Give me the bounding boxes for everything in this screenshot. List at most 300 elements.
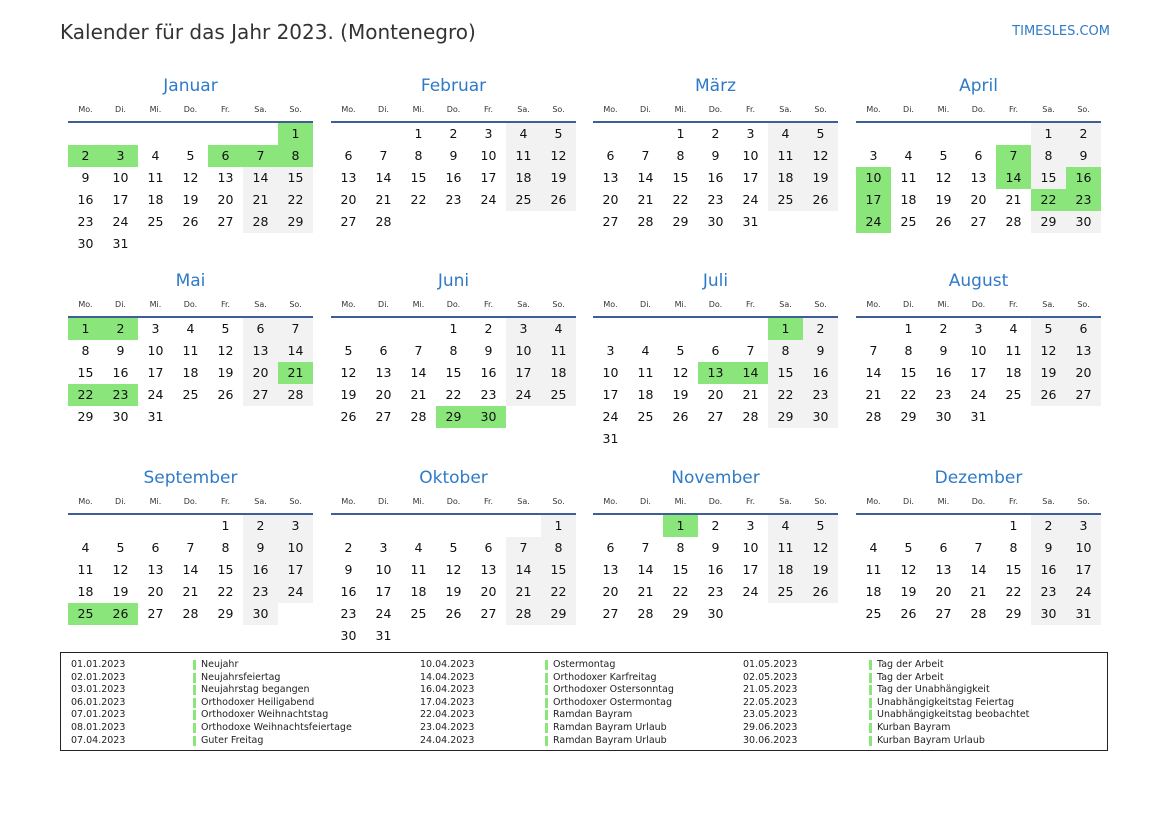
day-cell: 7	[746, 343, 755, 358]
day-cell: 16	[707, 562, 724, 577]
holiday-day: 1	[768, 318, 803, 340]
day-cell: 19	[217, 365, 234, 380]
day-cell: 2	[939, 321, 948, 336]
month-6	[331, 272, 576, 428]
day-cell: 24	[480, 192, 497, 207]
day-cell: 12	[1031, 340, 1066, 362]
day-cell: 29	[217, 606, 234, 621]
day-cell: 20	[480, 584, 497, 599]
day-cell: 14	[637, 170, 654, 185]
day-cell: 25	[182, 387, 199, 402]
day-cell: 17	[278, 559, 313, 581]
empty-cell	[996, 123, 1031, 145]
month-10	[331, 469, 576, 647]
day-cell: 22	[278, 189, 313, 211]
weekday-label: Do.	[183, 497, 198, 506]
holiday-day: 23	[1066, 189, 1101, 211]
day-cell: 28	[278, 384, 313, 406]
day-cell: 27	[217, 214, 234, 229]
day-cell: 8	[768, 340, 803, 362]
day-cell: 23	[340, 606, 357, 621]
month-name: Mai	[175, 271, 206, 291]
holiday-day: 22	[1031, 189, 1066, 211]
day-grid	[593, 515, 838, 625]
weekday-label: Sa.	[517, 105, 530, 114]
day-cell: 13	[340, 170, 357, 185]
holiday-day: 22	[68, 384, 103, 406]
weekday-label: Mo.	[78, 497, 93, 506]
legend-name: Kurban Bayram	[877, 721, 951, 733]
holiday-day: 1	[663, 515, 698, 537]
weekday-label: Sa.	[779, 497, 792, 506]
day-cell: 22	[445, 387, 462, 402]
day-cell: 26	[340, 409, 357, 424]
month-name: Juni	[437, 271, 470, 291]
weekday-label: Di.	[115, 300, 126, 309]
day-cell: 10	[375, 562, 392, 577]
legend-name: Orthodoxer Ostermontag	[553, 696, 672, 708]
day-cell: 14	[243, 167, 278, 189]
day-cell: 14	[637, 562, 654, 577]
day-cell: 13	[1066, 340, 1101, 362]
weekday-header	[331, 491, 576, 515]
day-cell: 24	[112, 214, 129, 229]
day-cell: 1	[1009, 518, 1018, 533]
day-cell: 29	[1031, 211, 1066, 233]
day-cell: 27	[340, 214, 357, 229]
day-cell: 6	[379, 343, 388, 358]
day-cell: 13	[243, 340, 278, 362]
day-cell: 23	[77, 214, 94, 229]
holiday-day: 30	[471, 406, 506, 428]
day-cell: 26	[445, 606, 462, 621]
weekday-label: Fr.	[220, 300, 231, 309]
month-name: April	[959, 76, 998, 96]
weekday-label: So.	[814, 105, 827, 114]
weekday-header	[856, 294, 1101, 318]
day-cell: 3	[746, 126, 755, 141]
day-cell: 11	[541, 340, 576, 362]
day-cell: 15	[1031, 167, 1066, 189]
legend-name: Tag der Arbeit	[877, 659, 944, 670]
day-cell: 7	[641, 148, 650, 163]
day-cell: 21	[410, 387, 427, 402]
day-cell: 26	[803, 189, 838, 211]
day-cell: 16	[243, 559, 278, 581]
day-cell: 11	[768, 145, 803, 167]
day-cell: 12	[445, 562, 462, 577]
day-grid	[68, 515, 313, 625]
day-cell: 7	[414, 343, 423, 358]
holiday-day: 26	[103, 603, 138, 625]
day-cell: 1	[541, 515, 576, 537]
day-cell: 23	[803, 384, 838, 406]
legend-item	[61, 722, 1101, 735]
day-cell: 4	[506, 123, 541, 145]
day-cell: 28	[506, 603, 541, 625]
weekday-label: So.	[552, 105, 565, 114]
day-cell: 18	[506, 167, 541, 189]
day-cell: 22	[1005, 584, 1022, 599]
weekday-label: Mi.	[412, 105, 425, 114]
legend-marker	[869, 710, 872, 720]
day-cell: 12	[541, 145, 576, 167]
weekday-label: Mi.	[412, 300, 425, 309]
day-cell: 24	[602, 409, 619, 424]
day-cell: 25	[637, 409, 654, 424]
weekday-label: Di.	[903, 497, 914, 506]
day-cell: 15	[541, 559, 576, 581]
day-cell: 22	[410, 192, 427, 207]
day-cell: 17	[506, 362, 541, 384]
month-12	[856, 469, 1101, 625]
weekday-label: Sa.	[779, 300, 792, 309]
legend-item	[61, 709, 1101, 722]
day-cell: 9	[1066, 145, 1101, 167]
day-cell: 21	[865, 387, 882, 402]
month-2	[331, 77, 576, 233]
day-cell: 20	[217, 192, 234, 207]
day-cell: 13	[375, 365, 392, 380]
day-cell: 8	[541, 537, 576, 559]
weekday-header	[68, 491, 313, 515]
weekday-label: So.	[814, 300, 827, 309]
day-cell: 30	[112, 409, 129, 424]
day-cell: 15	[410, 170, 427, 185]
day-cell: 23	[707, 584, 724, 599]
day-cell: 12	[803, 537, 838, 559]
day-cell: 30	[1031, 603, 1066, 625]
month-name: November	[671, 468, 760, 488]
weekday-label: Mo.	[341, 497, 356, 506]
day-cell: 24	[506, 384, 541, 406]
legend-marker	[869, 736, 872, 746]
day-cell: 28	[637, 606, 654, 621]
legend-name: Guter Freitag	[201, 734, 264, 746]
weekday-label: Di.	[903, 105, 914, 114]
day-cell: 19	[112, 584, 129, 599]
day-cell: 21	[243, 189, 278, 211]
day-cell: 25	[541, 384, 576, 406]
day-cell: 6	[606, 148, 615, 163]
day-cell: 25	[865, 606, 882, 621]
page-title: Kalender für das Jahr 2023. (Montenegro)	[60, 20, 476, 44]
legend-date: 21.05.2023	[743, 684, 798, 696]
day-cell: 16	[112, 365, 129, 380]
legend-date: 06.01.2023	[71, 696, 126, 708]
holiday-day: 21	[278, 362, 313, 384]
day-cell: 13	[217, 170, 234, 185]
day-cell: 23	[935, 387, 952, 402]
day-cell: 20	[970, 192, 987, 207]
legend-date: 29.06.2023	[743, 721, 798, 733]
weekday-label: Do.	[971, 105, 986, 114]
day-cell: 22	[900, 387, 917, 402]
day-cell: 29	[1005, 606, 1022, 621]
day-cell: 11	[865, 562, 882, 577]
day-cell: 10	[1066, 537, 1101, 559]
day-cell: 3	[869, 148, 878, 163]
day-grid	[331, 515, 576, 647]
day-cell: 15	[900, 365, 917, 380]
holiday-day: 25	[68, 603, 103, 625]
day-cell: 19	[1031, 362, 1066, 384]
legend-name: Orthodoxe Weihnachtsfeiertage	[201, 721, 352, 733]
day-cell: 1	[414, 126, 423, 141]
day-cell: 12	[112, 562, 129, 577]
legend-date: 08.01.2023	[71, 721, 126, 733]
weekday-label: Do.	[446, 497, 461, 506]
day-cell: 20	[1066, 362, 1101, 384]
day-cell: 20	[375, 387, 392, 402]
day-cell: 13	[602, 170, 619, 185]
legend-name: Orthodoxer Weihnachtstag	[201, 709, 329, 721]
weekday-label: So.	[1077, 105, 1090, 114]
empty-cell	[961, 515, 996, 537]
day-cell: 1	[449, 321, 458, 336]
day-cell: 2	[711, 126, 720, 141]
day-cell: 17	[742, 170, 759, 185]
day-cell: 26	[182, 214, 199, 229]
day-cell: 11	[182, 343, 199, 358]
day-cell: 5	[449, 540, 458, 555]
day-cell: 12	[340, 365, 357, 380]
empty-cell	[593, 123, 628, 145]
empty-cell	[401, 318, 436, 340]
day-cell: 22	[541, 581, 576, 603]
weekday-header	[331, 294, 576, 318]
day-cell: 3	[1066, 515, 1101, 537]
day-cell: 15	[445, 365, 462, 380]
day-cell: 21	[637, 192, 654, 207]
day-cell: 2	[484, 321, 493, 336]
day-cell: 13	[935, 562, 952, 577]
month-name: August	[948, 271, 1009, 291]
day-cell: 25	[1005, 387, 1022, 402]
weekday-label: Mi.	[149, 300, 162, 309]
weekday-label: Mo.	[78, 105, 93, 114]
brand-link[interactable]: TIMESLES.COM	[1012, 24, 1110, 39]
holiday-day: 29	[436, 406, 471, 428]
weekday-label: Mi.	[674, 497, 687, 506]
weekday-label: Sa.	[1042, 300, 1055, 309]
weekday-label: Do.	[183, 300, 198, 309]
day-cell: 6	[1066, 318, 1101, 340]
day-grid	[856, 123, 1101, 233]
day-cell: 11	[410, 562, 427, 577]
month-name: Juli	[702, 271, 729, 291]
day-cell: 29	[672, 214, 689, 229]
empty-cell	[366, 318, 401, 340]
day-cell: 9	[449, 148, 458, 163]
weekday-header	[856, 491, 1101, 515]
weekday-label: Di.	[378, 105, 389, 114]
legend-date: 24.04.2023	[420, 734, 475, 746]
day-cell: 15	[1005, 562, 1022, 577]
weekday-label: Mi.	[937, 300, 950, 309]
day-cell: 3	[606, 343, 615, 358]
day-cell: 21	[637, 584, 654, 599]
holiday-legend	[60, 652, 1108, 751]
legend-date: 30.06.2023	[743, 734, 798, 746]
legend-date: 02.05.2023	[743, 671, 798, 683]
day-cell: 20	[243, 362, 278, 384]
empty-cell	[628, 515, 663, 537]
legend-name: Kurban Bayram Urlaub	[877, 734, 985, 746]
day-cell: 10	[480, 148, 497, 163]
empty-cell	[506, 515, 541, 537]
day-cell: 6	[344, 148, 353, 163]
legend-name: Orthodoxer Ostersonntag	[553, 684, 674, 696]
day-cell: 19	[672, 387, 689, 402]
month-name: September	[143, 468, 238, 488]
month-name: Februar	[420, 76, 487, 96]
day-cell: 12	[803, 145, 838, 167]
empty-cell	[926, 515, 961, 537]
weekday-label: Mo.	[78, 300, 93, 309]
day-cell: 1	[904, 321, 913, 336]
day-cell: 13	[147, 562, 164, 577]
weekday-label: Fr.	[483, 300, 494, 309]
empty-cell	[628, 318, 663, 340]
day-cell: 27	[480, 606, 497, 621]
day-cell: 26	[217, 387, 234, 402]
day-cell: 5	[904, 540, 913, 555]
day-cell: 4	[1009, 321, 1018, 336]
day-cell: 9	[939, 343, 948, 358]
day-cell: 10	[112, 170, 129, 185]
legend-name: Neujahrstag begangen	[201, 684, 310, 696]
holiday-day: 2	[103, 318, 138, 340]
day-cell: 12	[217, 343, 234, 358]
day-cell: 14	[182, 562, 199, 577]
day-cell: 27	[707, 409, 724, 424]
day-cell: 20	[707, 387, 724, 402]
day-cell: 8	[676, 148, 685, 163]
weekday-label: Fr.	[745, 105, 756, 114]
day-cell: 7	[641, 540, 650, 555]
empty-cell	[856, 123, 891, 145]
day-cell: 19	[340, 387, 357, 402]
day-cell: 27	[375, 409, 392, 424]
day-cell: 24	[278, 581, 313, 603]
day-cell: 3	[746, 518, 755, 533]
day-cell: 14	[970, 562, 987, 577]
legend-date: 17.04.2023	[420, 696, 475, 708]
day-cell: 15	[278, 167, 313, 189]
empty-cell	[733, 318, 768, 340]
day-cell: 23	[1031, 581, 1066, 603]
day-cell: 8	[676, 540, 685, 555]
day-cell: 31	[375, 628, 392, 643]
day-cell: 5	[221, 321, 230, 336]
day-cell: 22	[672, 584, 689, 599]
day-cell: 19	[541, 167, 576, 189]
weekday-label: Fr.	[1008, 497, 1019, 506]
day-cell: 16	[707, 170, 724, 185]
month-3	[593, 77, 838, 233]
weekday-label: So.	[552, 300, 565, 309]
day-cell: 9	[81, 170, 90, 185]
holiday-day: 6	[208, 145, 243, 167]
legend-name: Orthodoxer Heiligabend	[201, 696, 315, 708]
day-cell: 30	[707, 606, 724, 621]
month-8	[856, 272, 1101, 428]
empty-cell	[138, 515, 173, 537]
day-cell: 15	[217, 562, 234, 577]
empty-cell	[173, 123, 208, 145]
day-cell: 18	[77, 584, 94, 599]
day-cell: 24	[742, 584, 759, 599]
day-cell: 23	[480, 387, 497, 402]
day-cell: 26	[541, 189, 576, 211]
day-cell: 18	[147, 192, 164, 207]
weekday-label: Di.	[640, 105, 651, 114]
day-cell: 23	[243, 581, 278, 603]
day-cell: 2	[449, 126, 458, 141]
day-cell: 1	[676, 126, 685, 141]
day-cell: 26	[672, 409, 689, 424]
day-cell: 4	[768, 123, 803, 145]
month-5	[68, 272, 313, 428]
empty-cell	[961, 123, 996, 145]
weekday-label: Di.	[115, 497, 126, 506]
legend-name: Neujahr	[201, 659, 239, 670]
day-cell: 25	[768, 189, 803, 211]
day-cell: 9	[484, 343, 493, 358]
empty-cell	[698, 318, 733, 340]
day-cell: 18	[541, 362, 576, 384]
day-cell: 11	[768, 537, 803, 559]
weekday-label: Fr.	[745, 497, 756, 506]
weekday-label: Di.	[378, 300, 389, 309]
empty-cell	[628, 123, 663, 145]
weekday-label: Do.	[971, 497, 986, 506]
weekday-label: Do.	[708, 300, 723, 309]
empty-cell	[366, 123, 401, 145]
day-cell: 27	[243, 384, 278, 406]
day-cell: 16	[803, 362, 838, 384]
day-cell: 18	[865, 584, 882, 599]
day-cell: 19	[803, 167, 838, 189]
day-cell: 19	[445, 584, 462, 599]
day-cell: 13	[602, 562, 619, 577]
month-name: März	[695, 76, 736, 96]
day-cell: 31	[602, 431, 619, 446]
day-cell: 3	[278, 515, 313, 537]
day-cell: 4	[414, 540, 423, 555]
day-cell: 22	[768, 384, 803, 406]
legend-marker	[869, 723, 872, 733]
legend-name: Unabhängigkeitstag beobachtet	[877, 709, 1030, 721]
day-cell: 21	[1005, 192, 1022, 207]
legend-date: 23.05.2023	[743, 709, 798, 721]
weekday-label: Do.	[183, 105, 198, 114]
day-cell: 31	[1066, 603, 1101, 625]
legend-item	[61, 659, 1101, 672]
day-cell: 6	[606, 540, 615, 555]
day-cell: 7	[186, 540, 195, 555]
weekday-header	[68, 294, 313, 318]
holiday-day: 13	[698, 362, 733, 384]
weekday-label: Mo.	[341, 105, 356, 114]
legend-name: Ostermontag	[553, 659, 616, 670]
day-cell: 23	[707, 192, 724, 207]
day-cell: 16	[445, 170, 462, 185]
day-cell: 14	[506, 559, 541, 581]
day-grid	[593, 123, 838, 233]
day-cell: 28	[182, 606, 199, 621]
